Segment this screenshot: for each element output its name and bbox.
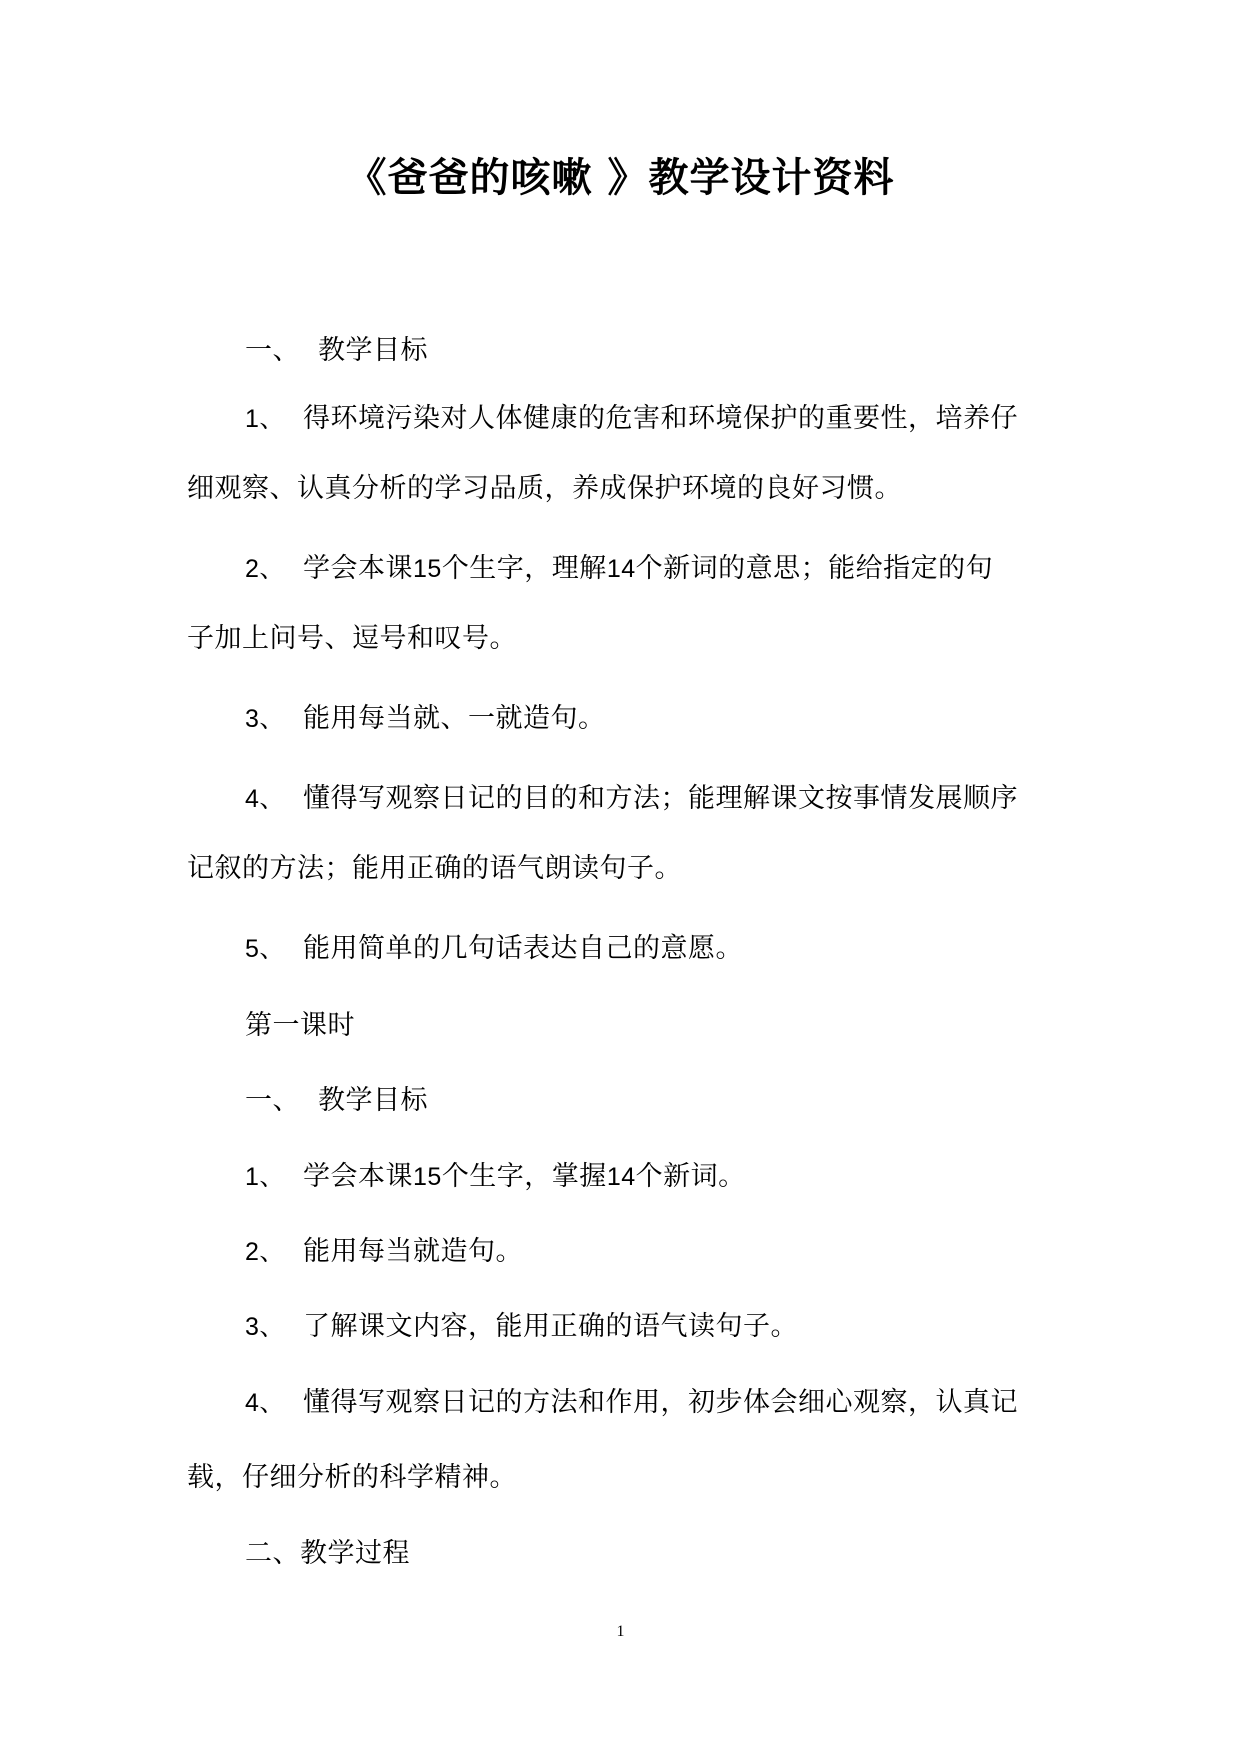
item-number: 1、 <box>245 1163 285 1191</box>
section-number: 一、 <box>245 335 300 366</box>
item-number: 4、 <box>245 785 285 813</box>
list-item <box>245 549 1067 589</box>
section-heading-objectives <box>245 1081 1067 1121</box>
item-text: 个新词。 <box>635 1161 746 1192</box>
item-text: 懂得写观察日记的目的和方法；能理解课文按事情发展顺序 <box>303 783 1018 814</box>
item-number-inline: 14 <box>606 555 636 583</box>
list-item <box>245 399 1067 439</box>
page-number: 1 <box>616 1623 625 1640</box>
item-number-inline: 15 <box>413 1163 442 1191</box>
document-title: 《爸爸的咳嗽 》教学设计资料 <box>346 154 895 201</box>
item-number-inline: 14 <box>606 1163 636 1191</box>
list-item <box>245 1232 1067 1272</box>
item-text: 个生字，理解 <box>441 553 607 584</box>
item-text: 学会本课 <box>303 553 413 584</box>
item-number: 2、 <box>245 555 285 583</box>
section-heading-process: 二、教学过程 <box>245 1538 410 1569</box>
item-text: 能用简单的几句话表达自己的意愿。 <box>303 933 743 964</box>
lesson-heading: 第一课时 <box>245 1010 355 1041</box>
list-item <box>245 1383 1067 1423</box>
item-text: 学会本课 <box>303 1161 413 1192</box>
list-item-continuation: 载，仔细分析的科学精神。 <box>187 1462 517 1493</box>
section-number: 一、 <box>245 1085 300 1116</box>
item-number: 4、 <box>245 1389 285 1417</box>
item-number: 3、 <box>245 705 285 733</box>
item-number: 1、 <box>245 405 285 433</box>
item-text: 懂得写观察日记的方法和作用，初步体会细心观察，认真记 <box>303 1387 1018 1418</box>
item-text: 能用每当就、一就造句。 <box>303 703 606 734</box>
list-item <box>245 1157 1067 1197</box>
item-text: 了解课文内容，能用正确的语气读句子。 <box>303 1311 798 1342</box>
section-heading-text: 教学目标 <box>318 335 428 366</box>
list-item-continuation: 记叙的方法；能用正确的语气朗读句子。 <box>187 853 682 884</box>
item-number-inline: 15 <box>413 555 442 583</box>
list-item-continuation: 子加上问号、逗号和叹号。 <box>187 623 517 654</box>
item-text: 能用每当就造句。 <box>303 1236 523 1267</box>
item-text: 得环境污染对人体健康的危害和环境保护的重要性，培养仔 <box>303 403 1018 434</box>
section-heading-text: 教学目标 <box>318 1085 428 1116</box>
item-number: 2、 <box>245 1238 285 1266</box>
item-number: 5、 <box>245 935 285 963</box>
list-item <box>245 699 1067 739</box>
item-text: 个生字，掌握 <box>441 1161 607 1192</box>
list-item <box>245 929 1067 969</box>
item-number: 3、 <box>245 1313 285 1341</box>
list-item-continuation: 细观察、认真分析的学习品质，养成保护环境的良好习惯。 <box>187 473 902 504</box>
section-heading-objectives <box>245 331 1067 371</box>
list-item <box>245 1307 1067 1347</box>
item-text: 个新词的意思；能给指定的句 <box>635 553 994 584</box>
list-item <box>245 779 1067 819</box>
